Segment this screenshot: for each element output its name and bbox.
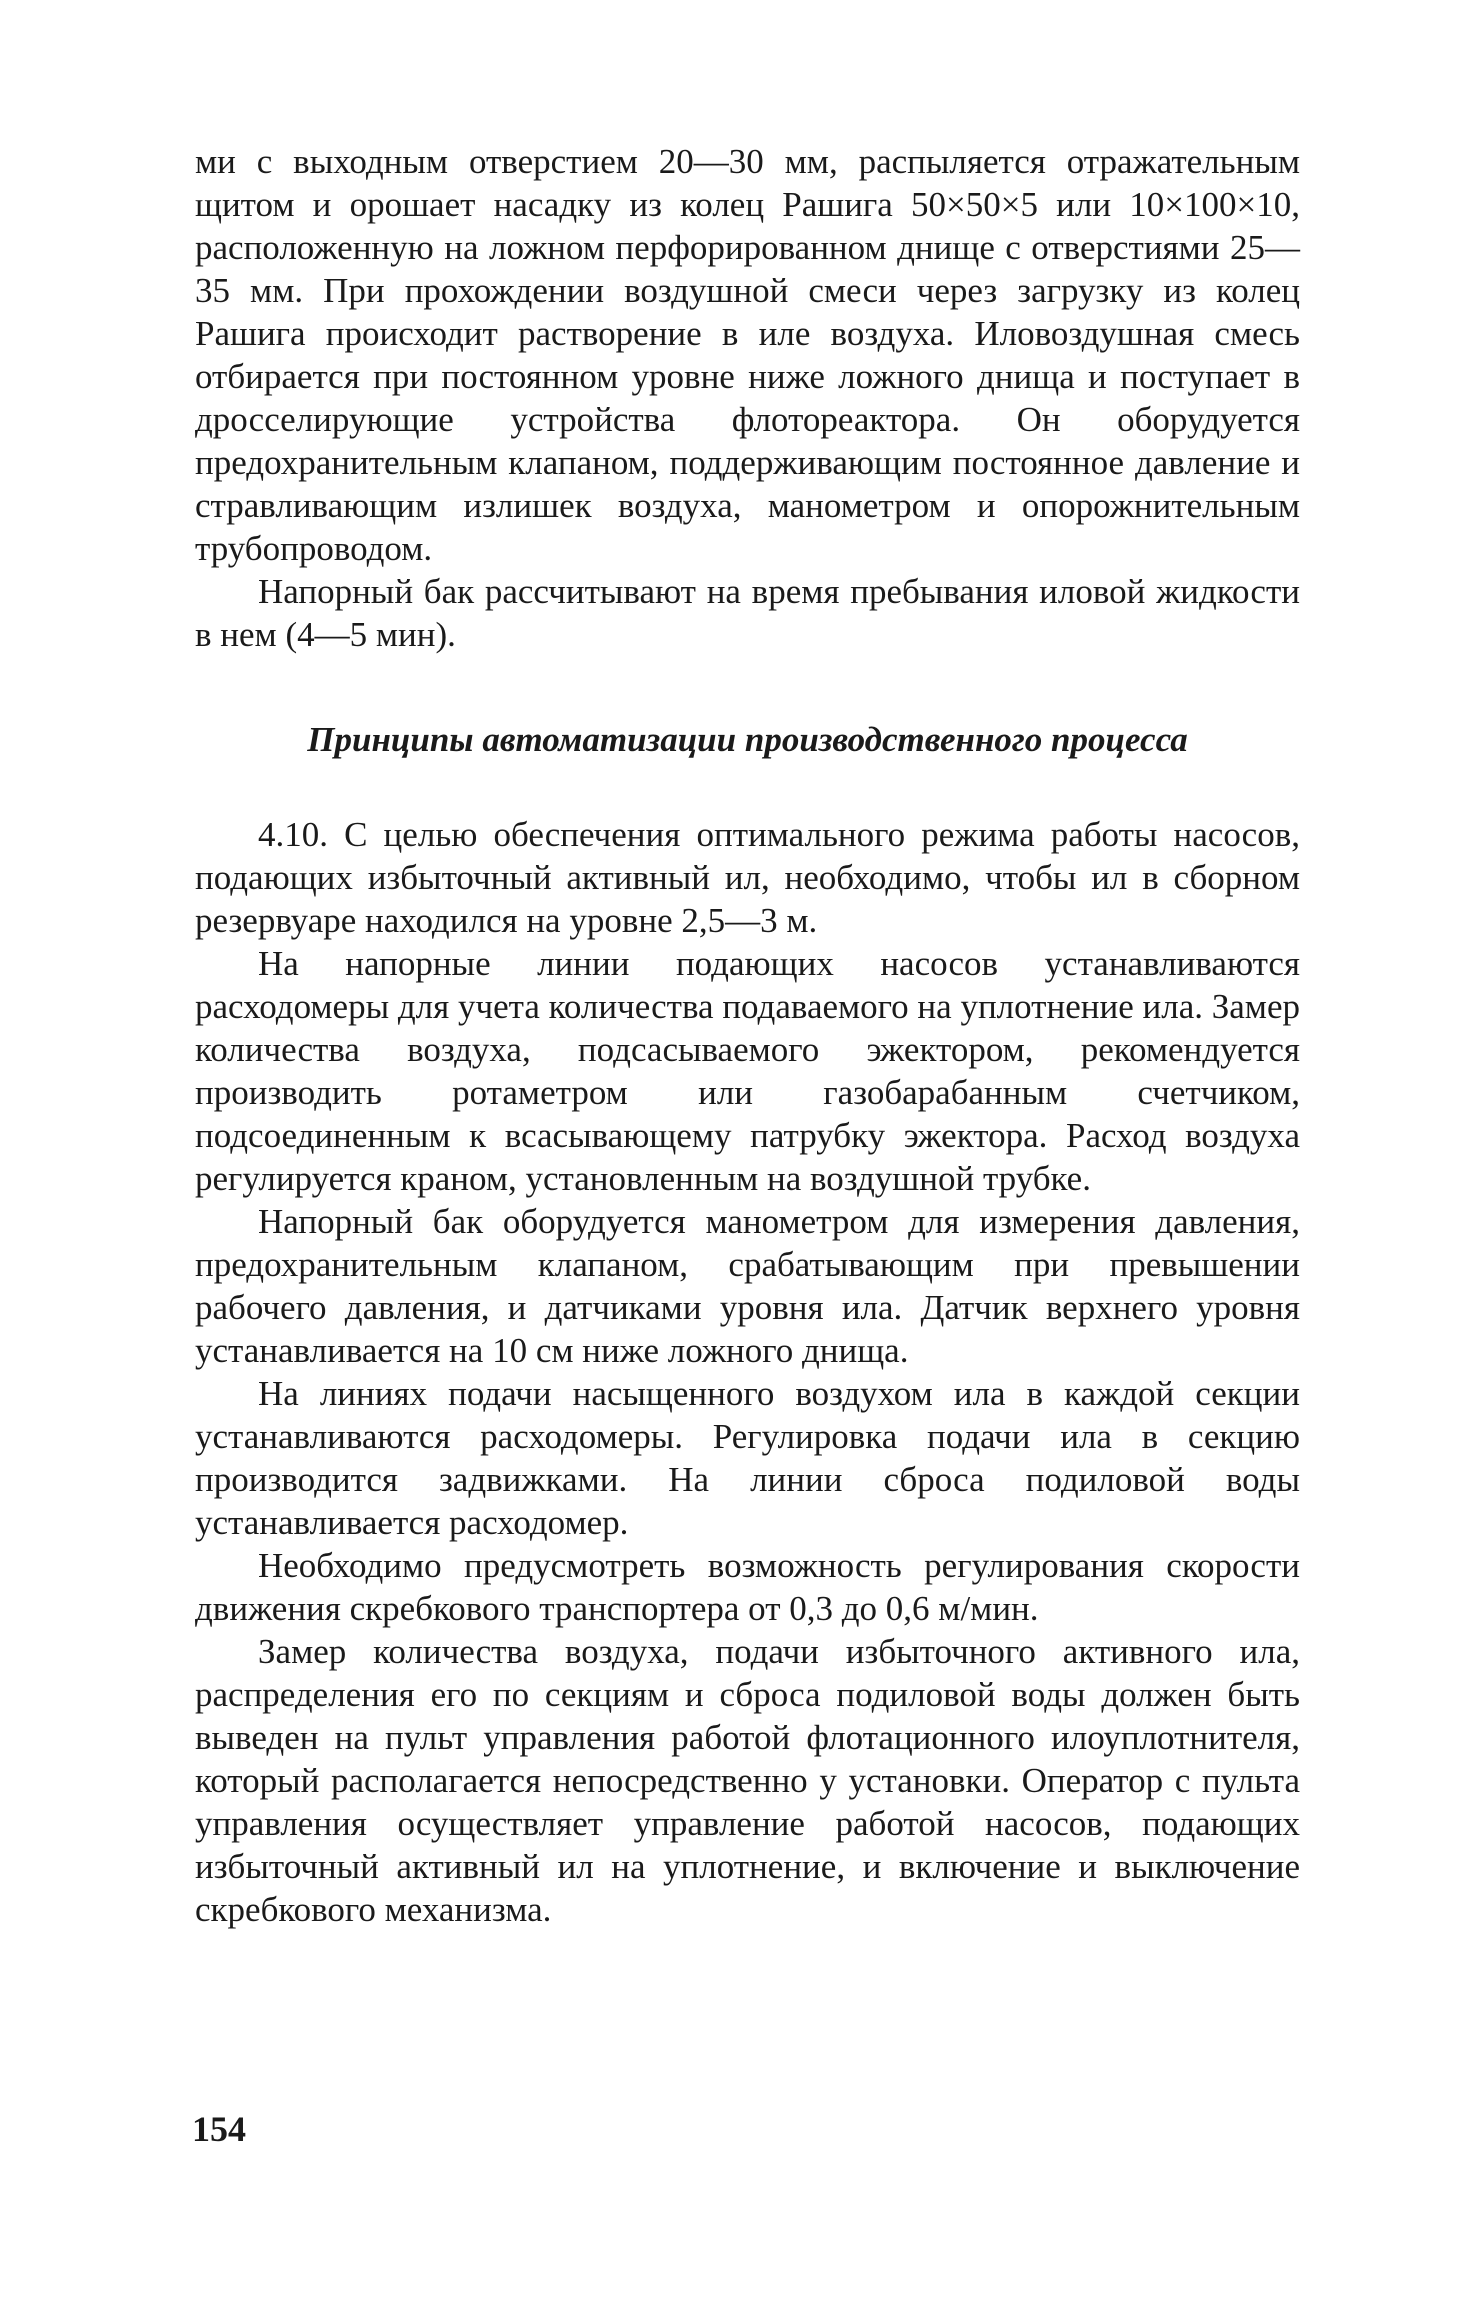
paragraph-flowmeters: На напорные линии подающих насосов устанавливаются расходомеры для учета количества подаваемого на уплотнение ила. Замер количества воздуха, подсасываемого эжектором, рекомендуется производить ротаметром или газобарабанным счетчиком, подсоединенным к всасывающему патрубку эжектора. Расход воздуха регулируется краном, установленным на воздушной трубке. xyxy=(195,944,1300,1198)
paragraph-manometer: Напорный бак оборудуется манометром для измерения давления, предохранительным клапаном, срабатывающим при превышении рабочего давления, и датчиками уровня ила. Датчик верхнего уровня устанавливается на 10 см ниже ложного днища. xyxy=(195,1202,1300,1370)
paragraph-4-10: 4.10. С целью обеспечения оптимального режима работы насосов, подающих избыточный активный ил, необходимо, чтобы ил в сборном резервуаре находился на уровне 2,5—3 м. xyxy=(195,815,1300,940)
paragraph-continuation: ми с выходным отверстием 20—30 мм, распыляется отражательным щитом и орошает насадку из колец Рашига 50×50×5 или 10×100×10, расположенную на ложном перфорированном днище с отверстиями 25—35 мм. При прохождении воздушной смеси через загрузку из колец Рашига происходит растворение в иле воздуха. Иловоздушная смесь отбирается при постоянном уровне ниже ложного днища и поступает в дросселирующие устройства флотореактора. Он оборудуется предохранительным клапаном, поддерживающим постоянное давление и стравливающим излишек воздуха, манометром и опорожнительным трубопроводом. xyxy=(195,142,1300,568)
section-heading: Принципы автоматизации производственного процесса xyxy=(307,720,1188,759)
paragraph-pressure-tank: Напорный бак рассчитывают на время пребывания иловой жидкости в нем (4—5 мин). xyxy=(195,572,1300,654)
paragraph-conveyor-speed: Необходимо предусмотреть возможность регулирования скорости движения скребкового транспортера от 0,3 до 0,6 м/мин. xyxy=(195,1546,1300,1628)
paragraph-supply-lines: На линиях подачи насыщенного воздухом ила в каждой секции устанавливаются расходомеры. Регулировка подачи ила в секцию производится задвижками. На линии сброса подиловой воды устанавливается расходомер. xyxy=(195,1374,1300,1542)
book-page xyxy=(195,140,1300,2280)
page-number: 154 xyxy=(192,2109,246,2149)
paragraph-control-panel: Замер количества воздуха, подачи избыточного активного ила, распределения его по секциям и сброса подиловой воды должен быть выведен на пульт управления работой флотационного илоуплотнителя, который располагается непосредственно у установки. Оператор с пульта управления осуществляет управление работой насосов, подающих избыточный активный ил на уплотнение, и включение и выключение скребкового механизма. xyxy=(195,1632,1300,1929)
